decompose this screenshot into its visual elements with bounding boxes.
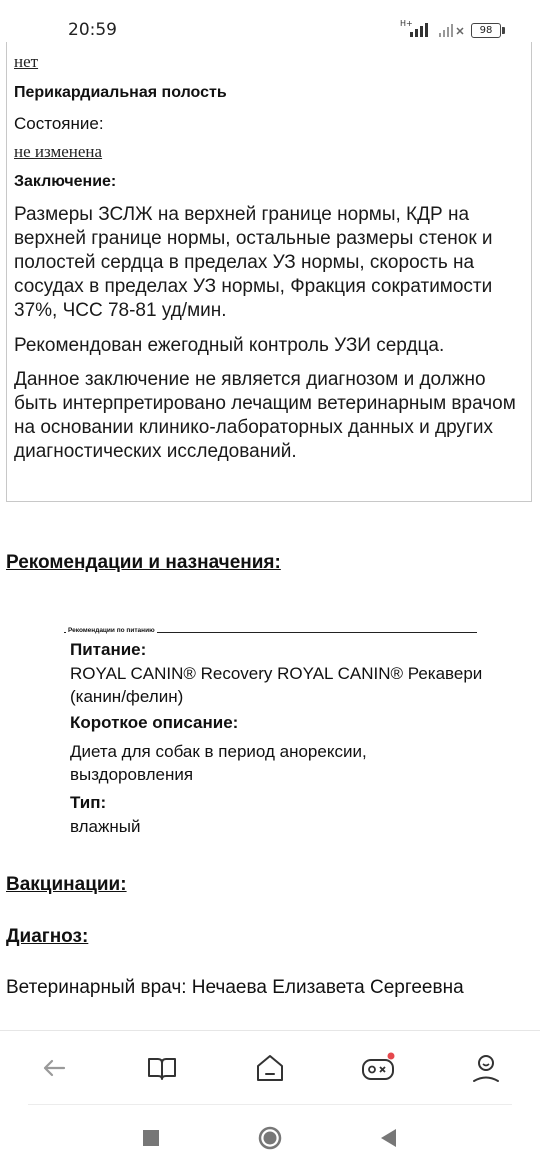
book-icon[interactable]	[144, 1050, 180, 1086]
short-desc-value: Диета для собак в период анорексии, выздоровления	[70, 742, 367, 784]
nutrition-label: Питание:	[70, 640, 147, 659]
pericardial-title: Перикардиальная полость	[14, 84, 227, 101]
home-icon[interactable]	[252, 1050, 288, 1086]
recommendations-title: Рекомендации и назначения:	[6, 552, 281, 573]
gamepad-icon[interactable]	[360, 1050, 396, 1086]
bottom-separator	[0, 1030, 540, 1031]
nav-divider	[28, 1104, 512, 1105]
doctor-signature: Ветеринарный врач: Нечаева Елизавета Сергеевна	[6, 977, 464, 998]
state-value: не изменена	[14, 142, 103, 161]
nutrition-legend: Рекомендации по питанию	[68, 627, 155, 634]
back-arrow-icon[interactable]	[36, 1050, 72, 1086]
conclusion-text-1: Размеры ЗСЛЖ на верхней границе нормы, КДР на верхней границе нормы, остальные размеры стенок и полостей сердца в пределах УЗ нормы, скорость на сосудах в пределах УЗ нормы, Фракция сократимости 37%, ЧСС 78-81 уд/мин.	[14, 204, 493, 321]
state-label: Состояние:	[14, 114, 104, 133]
diagnosis-title: Диагноз:	[6, 926, 89, 947]
battery-level: 98	[479, 25, 493, 36]
conclusion-text-3: Данное заключение не является диагнозом и должно быть интерпретировано лечащим ветеринарным врачом на основании клинико-лабораторных данных и других диагностических исследований.	[14, 369, 516, 462]
vaccinations-title: Вакцинации:	[6, 874, 127, 895]
type-label: Тип:	[70, 793, 107, 812]
clock: 20:59	[68, 20, 117, 40]
back-button-icon[interactable]	[375, 1124, 403, 1152]
recent-apps-icon[interactable]	[137, 1124, 165, 1152]
short-desc-label: Короткое описание:	[70, 713, 239, 732]
nutrition-value: ROYAL CANIN® Recovery ROYAL CANIN® Рекавери (канин/фелин)	[70, 664, 483, 706]
type-value: влажный	[70, 817, 141, 836]
conclusion-label: Заключение:	[14, 173, 117, 190]
network-type: H+	[400, 19, 413, 28]
signal-no-service-icon	[437, 18, 467, 40]
profile-icon[interactable]	[468, 1050, 504, 1086]
battery-icon	[471, 23, 501, 38]
conclusion-text-2: Рекомендован ежегодный контроль УЗИ сердца.	[14, 335, 445, 356]
home-button-icon[interactable]	[256, 1124, 284, 1152]
previous-value: нет	[14, 52, 39, 71]
signal-strength-icon	[398, 18, 438, 40]
